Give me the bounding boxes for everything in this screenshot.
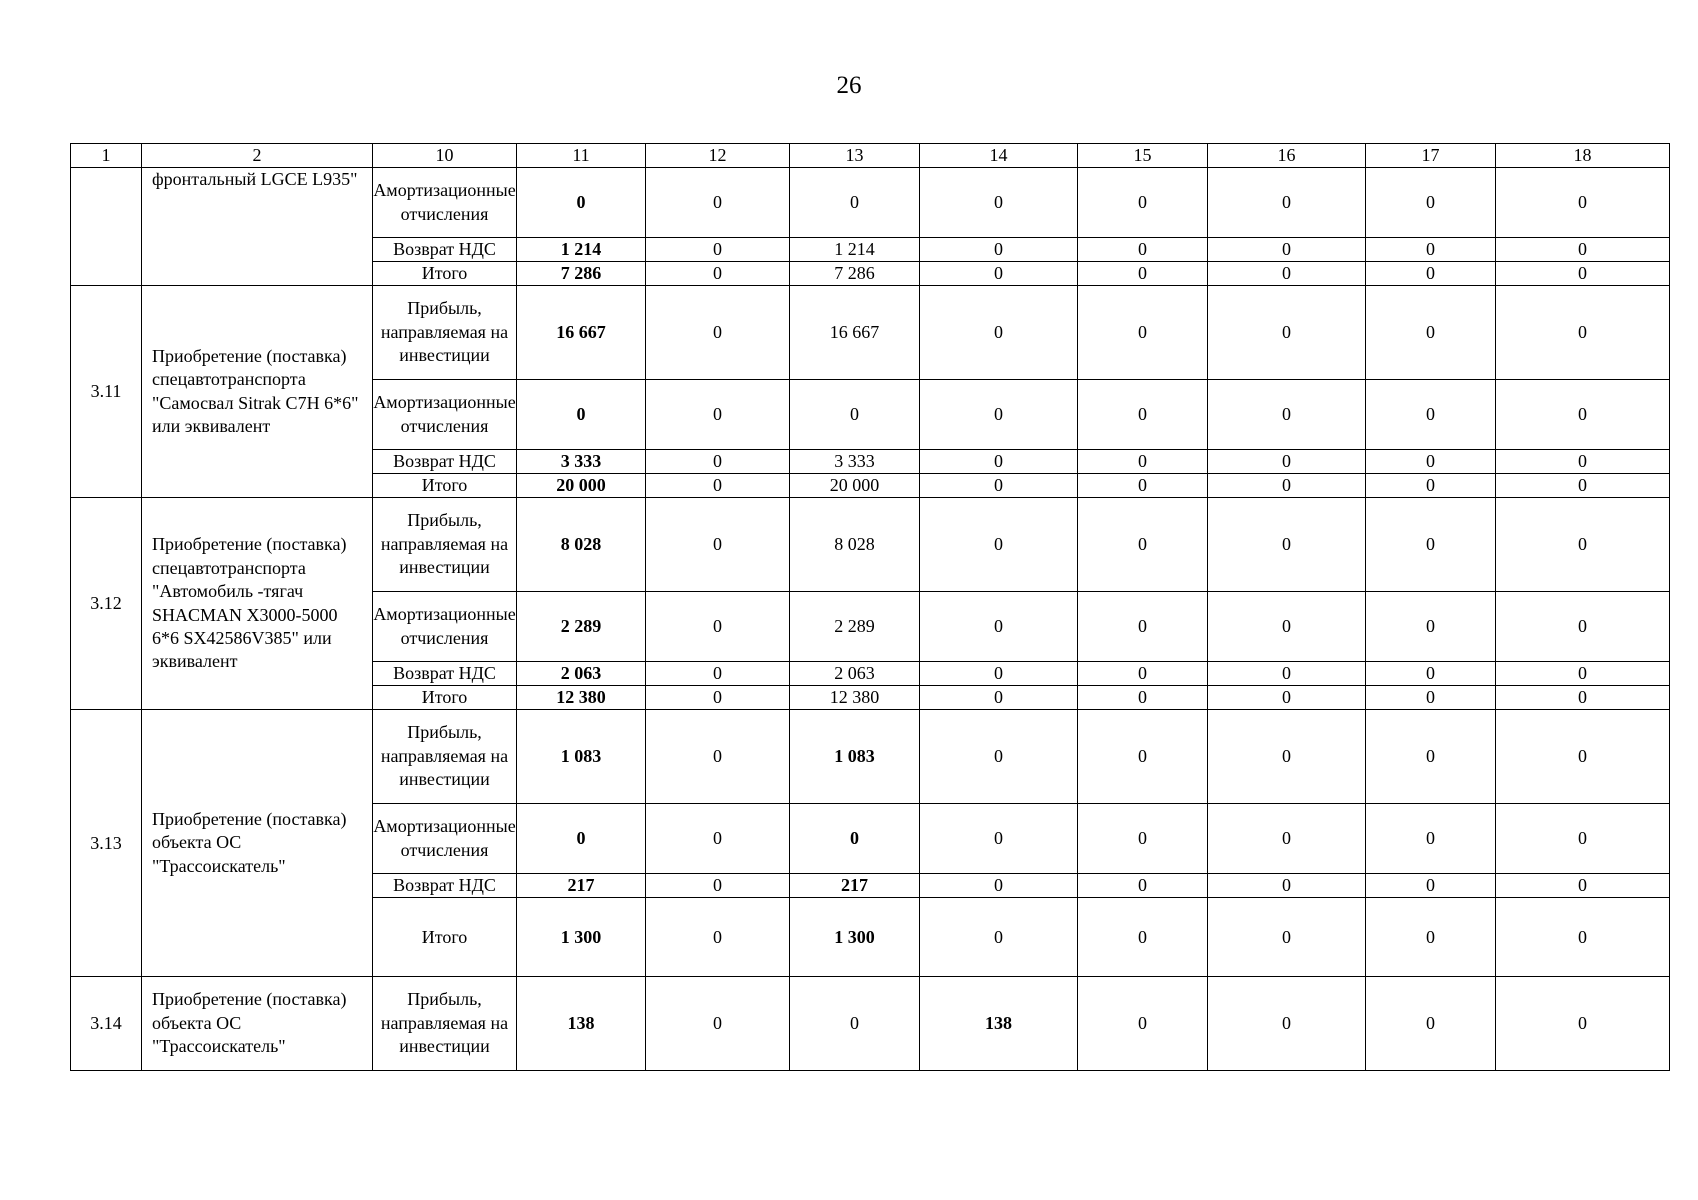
value-cell: 8 028 (790, 498, 920, 592)
item-number: 3.11 (71, 286, 142, 498)
header-row (71, 144, 1670, 168)
value-cell: 0 (1496, 804, 1670, 874)
value-cell: 0 (920, 592, 1078, 662)
value-cell: 0 (790, 804, 920, 874)
value-cell: 0 (1078, 710, 1208, 804)
funding-source: Возврат НДС (373, 662, 517, 686)
value-cell: 0 (1496, 168, 1670, 238)
value-cell: 0 (1366, 498, 1496, 592)
value-cell: 0 (646, 710, 790, 804)
value-cell: 0 (920, 286, 1078, 380)
funding-source: Итого (373, 898, 517, 977)
value-cell: 1 300 (790, 898, 920, 977)
value-cell: 0 (1496, 380, 1670, 450)
value-cell: 0 (1366, 710, 1496, 804)
value-cell: 0 (1078, 380, 1208, 450)
value-cell: 7 286 (790, 262, 920, 286)
value-cell: 3 333 (790, 450, 920, 474)
value-cell: 0 (1078, 474, 1208, 498)
value-cell: 0 (1208, 168, 1366, 238)
value-cell: 0 (1366, 686, 1496, 710)
value-cell: 0 (920, 686, 1078, 710)
value-cell: 1 214 (790, 238, 920, 262)
value-cell: 0 (646, 874, 790, 898)
value-cell: 0 (1208, 498, 1366, 592)
item-name: Приобретение (поставка) спецавтотранспорта "Автомобиль -тягач SHACMAN X3000-5000 6*6 SX42586V385" или эквивалент (142, 498, 373, 710)
value-cell: 217 (790, 874, 920, 898)
value-cell: 0 (646, 662, 790, 686)
value-cell: 0 (1208, 262, 1366, 286)
value-cell: 1 300 (517, 898, 646, 977)
value-cell: 0 (1366, 592, 1496, 662)
funding-source: Прибыль, направляемая на инвестиции (373, 286, 517, 380)
funding-source: Возврат НДС (373, 874, 517, 898)
funding-source: Возврат НДС (373, 450, 517, 474)
table-row (71, 710, 1670, 804)
value-cell: 0 (1496, 662, 1670, 686)
funding-source: Прибыль, направляемая на инвестиции (373, 977, 517, 1071)
value-cell: 0 (1078, 686, 1208, 710)
value-cell: 0 (1208, 450, 1366, 474)
value-cell: 0 (646, 380, 790, 450)
value-cell: 0 (1208, 662, 1366, 686)
value-cell: 0 (790, 380, 920, 450)
value-cell: 0 (1496, 286, 1670, 380)
value-cell: 0 (646, 286, 790, 380)
value-cell: 0 (646, 262, 790, 286)
value-cell: 0 (1496, 450, 1670, 474)
value-cell: 3 333 (517, 450, 646, 474)
value-cell: 12 380 (790, 686, 920, 710)
value-cell: 0 (1496, 874, 1670, 898)
table-row (71, 168, 1670, 238)
item-number (71, 168, 142, 286)
value-cell: 0 (1366, 874, 1496, 898)
value-cell: 0 (1208, 898, 1366, 977)
value-cell: 0 (646, 977, 790, 1071)
value-cell: 0 (1496, 977, 1670, 1071)
value-cell: 0 (1496, 898, 1670, 977)
item-name: фронтальный LGCE L935" (142, 168, 373, 286)
header-cell: 13 (790, 144, 920, 168)
value-cell: 0 (517, 804, 646, 874)
value-cell: 0 (1496, 686, 1670, 710)
value-cell: 1 083 (790, 710, 920, 804)
value-cell: 0 (646, 450, 790, 474)
value-cell: 0 (646, 498, 790, 592)
table-row (71, 286, 1670, 380)
value-cell: 0 (646, 474, 790, 498)
value-cell: 0 (920, 168, 1078, 238)
value-cell: 16 667 (517, 286, 646, 380)
header-cell: 11 (517, 144, 646, 168)
value-cell: 20 000 (790, 474, 920, 498)
value-cell: 0 (1078, 592, 1208, 662)
value-cell: 0 (1078, 238, 1208, 262)
value-cell: 0 (1496, 498, 1670, 592)
value-cell: 0 (920, 380, 1078, 450)
table-row (71, 977, 1670, 1071)
value-cell: 0 (920, 710, 1078, 804)
value-cell: 138 (920, 977, 1078, 1071)
value-cell: 0 (1078, 450, 1208, 474)
value-cell: 0 (920, 498, 1078, 592)
value-cell: 0 (1496, 710, 1670, 804)
value-cell: 0 (790, 977, 920, 1071)
value-cell: 0 (646, 804, 790, 874)
value-cell: 0 (646, 168, 790, 238)
value-cell: 0 (1208, 286, 1366, 380)
value-cell: 0 (1078, 498, 1208, 592)
value-cell: 0 (1078, 874, 1208, 898)
item-name: Приобретение (поставка) объекта ОС "Трассоискатель" (142, 710, 373, 977)
value-cell: 2 063 (517, 662, 646, 686)
value-cell: 0 (646, 592, 790, 662)
value-cell: 0 (1366, 474, 1496, 498)
value-cell: 0 (1078, 168, 1208, 238)
value-cell: 1 083 (517, 710, 646, 804)
header-cell: 15 (1078, 144, 1208, 168)
funding-source: Итого (373, 262, 517, 286)
value-cell: 2 289 (790, 592, 920, 662)
header-cell: 10 (373, 144, 517, 168)
value-cell: 0 (1366, 450, 1496, 474)
header-cell: 1 (71, 144, 142, 168)
item-number: 3.13 (71, 710, 142, 977)
header-cell: 2 (142, 144, 373, 168)
header-cell: 14 (920, 144, 1078, 168)
value-cell: 0 (920, 474, 1078, 498)
funding-source: Итого (373, 686, 517, 710)
value-cell: 0 (1208, 380, 1366, 450)
funding-source: Амортизационные отчисления (373, 380, 517, 450)
value-cell: 16 667 (790, 286, 920, 380)
value-cell: 0 (920, 262, 1078, 286)
value-cell: 0 (920, 662, 1078, 686)
value-cell: 0 (1208, 804, 1366, 874)
value-cell: 0 (790, 168, 920, 238)
value-cell: 0 (1208, 874, 1366, 898)
value-cell: 7 286 (517, 262, 646, 286)
value-cell: 0 (920, 804, 1078, 874)
value-cell: 0 (920, 450, 1078, 474)
value-cell: 2 063 (790, 662, 920, 686)
value-cell: 0 (1496, 474, 1670, 498)
financing-table (70, 143, 1670, 1071)
funding-source: Итого (373, 474, 517, 498)
value-cell: 0 (1078, 977, 1208, 1071)
value-cell: 0 (1208, 474, 1366, 498)
value-cell: 0 (1496, 262, 1670, 286)
funding-source: Прибыль, направляемая на инвестиции (373, 710, 517, 804)
value-cell: 0 (1496, 238, 1670, 262)
value-cell: 0 (1078, 662, 1208, 686)
header-cell: 16 (1208, 144, 1366, 168)
value-cell: 0 (920, 898, 1078, 977)
value-cell: 0 (517, 380, 646, 450)
value-cell: 0 (1366, 380, 1496, 450)
value-cell: 12 380 (517, 686, 646, 710)
value-cell: 0 (646, 686, 790, 710)
value-cell: 0 (1208, 592, 1366, 662)
value-cell: 0 (1366, 238, 1496, 262)
value-cell: 0 (1078, 804, 1208, 874)
value-cell: 0 (1208, 977, 1366, 1071)
value-cell: 0 (1366, 804, 1496, 874)
value-cell: 0 (1366, 168, 1496, 238)
value-cell: 0 (1208, 686, 1366, 710)
item-number: 3.12 (71, 498, 142, 710)
value-cell: 0 (1208, 710, 1366, 804)
item-name: Приобретение (поставка) объекта ОС "Трассоискатель" (142, 977, 373, 1071)
value-cell: 0 (517, 168, 646, 238)
value-cell: 0 (1366, 286, 1496, 380)
header-cell: 12 (646, 144, 790, 168)
value-cell: 0 (646, 898, 790, 977)
value-cell: 0 (1366, 262, 1496, 286)
value-cell: 0 (1496, 592, 1670, 662)
item-name: Приобретение (поставка) спецавтотранспорта "Самосвал Sitrak C7H 6*6" или эквивалент (142, 286, 373, 498)
funding-source: Прибыль, направляемая на инвестиции (373, 498, 517, 592)
value-cell: 0 (920, 874, 1078, 898)
value-cell: 138 (517, 977, 646, 1071)
value-cell: 0 (646, 238, 790, 262)
value-cell: 0 (1078, 262, 1208, 286)
page-number: 26 (836, 72, 862, 99)
header-cell: 17 (1366, 144, 1496, 168)
value-cell: 20 000 (517, 474, 646, 498)
value-cell: 0 (920, 238, 1078, 262)
funding-source: Амортизационные отчисления (373, 168, 517, 238)
value-cell: 2 289 (517, 592, 646, 662)
value-cell: 0 (1366, 977, 1496, 1071)
value-cell: 1 214 (517, 238, 646, 262)
item-number: 3.14 (71, 977, 142, 1071)
value-cell: 0 (1078, 286, 1208, 380)
table-row (71, 498, 1670, 592)
funding-source: Возврат НДС (373, 238, 517, 262)
value-cell: 217 (517, 874, 646, 898)
value-cell: 0 (1078, 898, 1208, 977)
value-cell: 0 (1366, 898, 1496, 977)
header-cell: 18 (1496, 144, 1670, 168)
funding-source: Амортизационные отчисления (373, 804, 517, 874)
funding-source: Амортизационные отчисления (373, 592, 517, 662)
value-cell: 8 028 (517, 498, 646, 592)
value-cell: 0 (1366, 662, 1496, 686)
value-cell: 0 (1208, 238, 1366, 262)
